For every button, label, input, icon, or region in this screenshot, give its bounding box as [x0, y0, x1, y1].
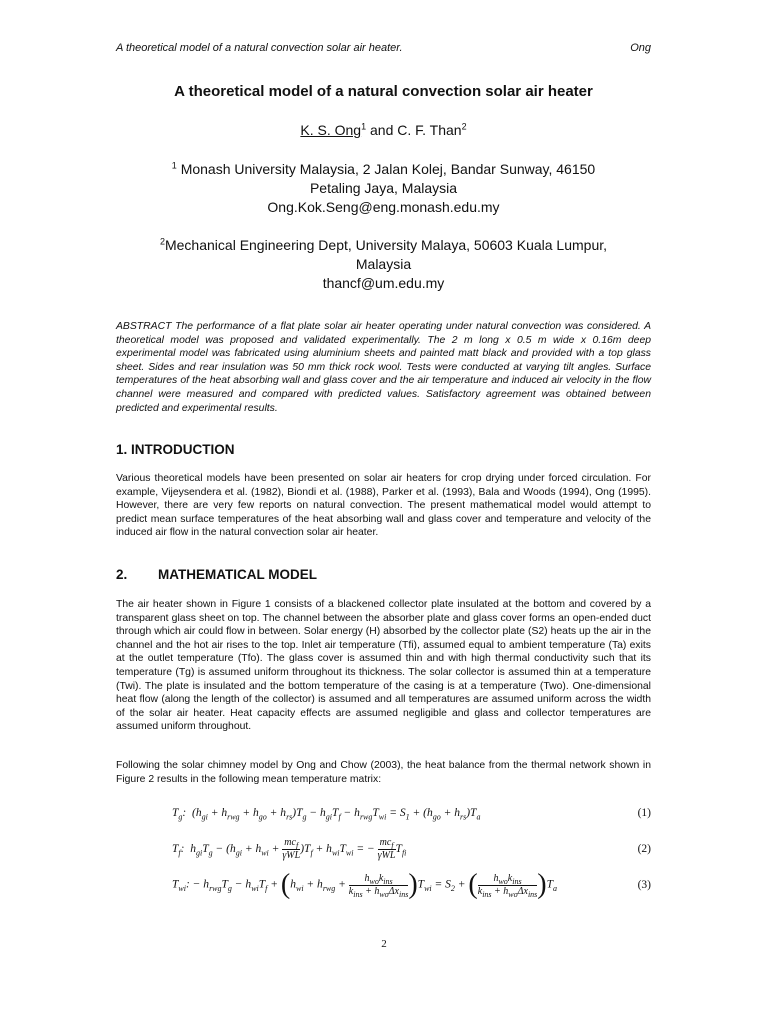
section-title: MATHEMATICAL MODEL	[158, 567, 317, 582]
author-2-affil-mark: 2	[461, 121, 467, 132]
running-header-title: A theoretical model of a natural convection solar air heater.	[116, 42, 403, 54]
equation-block	[116, 795, 651, 903]
equation-3-number: (3)	[637, 879, 651, 891]
introduction-paragraph: Various theoretical models have been presented on solar air heaters for crop drying under forced circulation. For example, Vijeysendera et al. (1982), Biondi et al. (1988), Parker et al. (1993), Bala and Woods (1994), Ong (1995). However, there are very few reports on natural convection. The present mathematical model would attempt to predict mean surface temperatures of the heat absorbing wall and glass cover and temperature and velocity of the induced air flow in the natural convection solar air heater.	[116, 473, 651, 539]
model-paragraph-1: The air heater shown in Figure 1 consists of a blackened collector plate insulated at the bottom and covered by a transparent glass sheet on top. The channel between the absorber plate and glass cover forms an open-ended duct through which air could flow in between. Solar energy (H) absorbed by the collector plate (S2) heats up the air in the channel and the hot air rises to the top. Inlet air temperature (Tfi), assumed equal to ambient temperature (Ta) exits at the outlet temperature (Tfo). The glass cover is assumed thin and with high thermal conductivity such that its temperature (Tg) is assumed uniform throughout its thickness. The solar collector is assumed thin at a temperature (Twi). The plate is insulated and the bottom temperature of the casing is at a temperature (Two). One-dimensional heat flow (along the length of the collector) is assumed and all temperatures are assumed uniform across the width of the solar air heater. Heat capacity effects are assumed negligible and glass and collector temperatures are assumed uniform throughout.	[116, 599, 651, 733]
equation-1-expression: $T_g$: $(h_{gi} + h_{rwg} + h_{go} + h_{rs})T_g - h_{gi}T_f - h_{rwg}T_{wi} = S_1 + (h_{go} + h_{rs})T_a$	[172, 807, 481, 822]
section-heading-mathematical-model	[116, 567, 317, 582]
equation-2-expression: $T_f$: $h_{gi}T_g - (h_{gi} + h_{wi}$ + $\frac{mc_f}{\text{γWL}}$ )$T_f + h_{wi}T_{wi}$ = − $\frac{mc_f}{\text{γWL}}$ $T_{fi}$	[172, 836, 407, 861]
paper-title: A theoretical model of a natural convection solar air heater	[174, 83, 593, 100]
section-number: 2.	[116, 567, 128, 582]
affiliation-2-mark: 2	[159, 236, 165, 247]
abstract: ABSTRACT The performance of a flat plate solar air heater operating under natural convection was considered. A theoretical model was proposed and validated experimentally. The 2 m long x 0.5 m wide x 0.16m deep experimental model was fabricated using aluminium sheets and painted matt black and provided with a top glass sheet. Sides and rear insulation was 50 mm thick rock wool. Tests were conducted at varying tilt angles. Surface temperatures of the heat absorbing wall and glass cover and the air temperature and induced air velocity in the flow channel were measured and compared with predicted values. Satisfactory agreement was obtained between predicted and experimental results.	[116, 321, 651, 414]
affiliation-2-line1: Mechanical Engineering Dept, University Malaya, 50603 Kuala Lumpur,	[164, 237, 608, 253]
equation-2	[116, 831, 651, 867]
author-1-name[interactable]: K. S. Ong	[300, 122, 362, 138]
equation-1-number: (1)	[637, 807, 651, 819]
section-heading-introduction: 1. INTRODUCTION	[116, 442, 235, 457]
equation-3	[116, 867, 651, 903]
equation-3-expression: $T_{wi}$: − $h_{rwg}T_g - h_{wi}T_f + (h_{wi} + h_{rwg}$ + $\frac{h_{wo}k_{ins}}{k_{ins} + h_{wo}\Delta x_{ins}}$ )$T_{wi} = S_2$ + ( $\frac{h_{wo}k_{ins}}{k_{ins} + h_{wo}\Delta x_{ins}}$ )$T_a$	[172, 869, 558, 900]
affiliation-1-line2: Petaling Jaya, Malaysia	[309, 180, 458, 196]
affiliation-1	[116, 160, 651, 217]
affiliation-1-mark: 1	[171, 160, 177, 171]
affiliation-1-email[interactable]: Ong.Kok.Seng@eng.monash.edu.my	[267, 199, 500, 215]
equation-1	[116, 795, 651, 831]
running-header-author: Ong	[630, 42, 651, 54]
page-number: 2	[381, 938, 387, 950]
author-1-affil-mark: 1	[361, 121, 367, 132]
running-header	[116, 42, 651, 54]
affiliation-2	[116, 236, 651, 293]
equation-2-number: (2)	[637, 843, 651, 855]
affiliation-1-line1: Monash University Malaysia, 2 Jalan Kolej, Bandar Sunway, 46150	[180, 161, 596, 177]
model-paragraph-2: Following the solar chimney model by Ong and Chow (2003), the heat balance from the thermal network shown in Figure 2 results in the following mean temperature matrix:	[116, 760, 651, 785]
affiliation-2-line2: Malaysia	[355, 256, 412, 272]
author-2-name: and C. F. Than	[370, 122, 462, 138]
author-line	[116, 122, 651, 138]
affiliation-2-email[interactable]: thancf@um.edu.my	[322, 275, 445, 291]
